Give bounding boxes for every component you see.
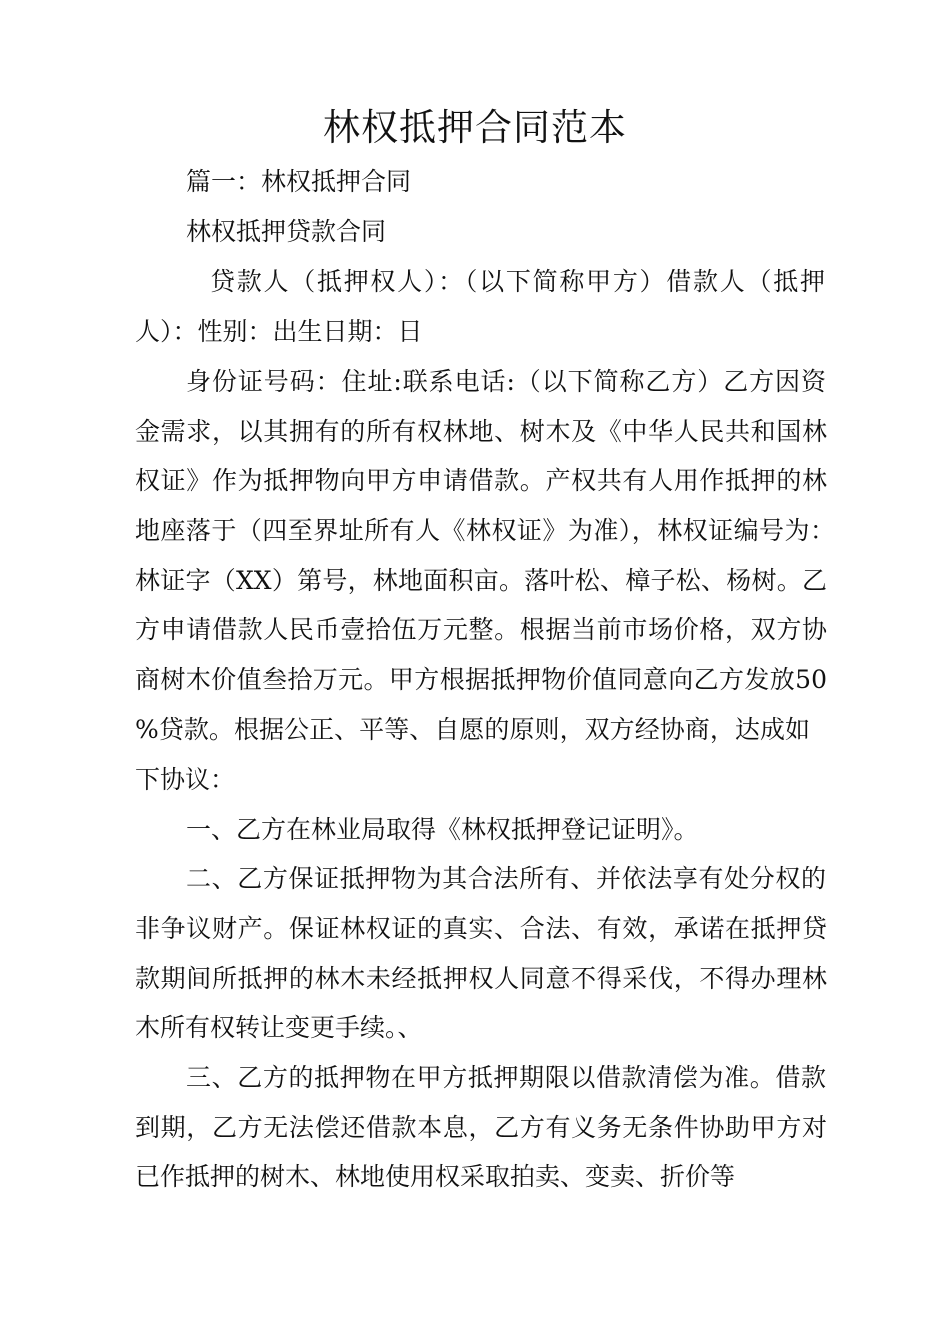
clause-3-line: 到期，乙方无法偿还借款本息，乙方有义务无条件协助甲方对: [135, 1113, 827, 1142]
paragraph-line: 林证字（XX）第号，林地面积亩。落叶松、樟子松、杨树。乙: [135, 566, 827, 595]
paragraph-line: 地座落于（四至界址所有人《林权证》为准），林权证编号为：: [135, 516, 835, 545]
paragraph-line: 方申请借款人民币壹拾伍万元整。根据当前市场价格，双方协: [135, 615, 827, 644]
clause-2-line: 款期间所抵押的林木未经抵押权人同意不得采伐，不得办理林: [135, 964, 827, 993]
paragraph-line: 商树木价值叁拾万元。甲方根据抵押物价值同意向乙方发放50: [135, 665, 827, 694]
clause-3-line: 已作抵押的树木、林地使用权采取拍卖、变卖、折价等: [135, 1162, 736, 1191]
section-heading: 篇一：林权抵押合同: [186, 167, 412, 196]
paragraph-line: 权证》作为抵押物向甲方申请借款。产权共有人用作抵押的林: [135, 466, 827, 495]
paragraph-line: 贷款人（抵押权人）：（以下简称甲方）借款人（抵押: [210, 267, 825, 296]
paragraph-line: 金需求，以其拥有的所有权林地、树木及《中华人民共和国林: [135, 417, 827, 446]
clause-2-line: 非争议财产。保证林权证的真实、合法、有效，承诺在抵押贷: [135, 914, 827, 943]
clause-2-line: 木所有权转让变更手续。、: [135, 1013, 423, 1042]
document-title: 林权抵押合同范本: [323, 106, 627, 149]
contract-name: 林权抵押贷款合同: [186, 217, 387, 246]
paragraph-line: 人）：性别：出生日期：日: [135, 317, 423, 346]
paragraph-line: %贷款。根据公正、平等、自愿的原则，双方经协商，达成如: [135, 715, 810, 744]
clause-1: 一、乙方在林业局取得《林权抵押登记证明》。: [186, 815, 699, 844]
paragraph-line: 身份证号码：住址:联系电话:（以下简称乙方）乙方因资: [186, 367, 826, 396]
clause-3-line: 三、乙方的抵押物在甲方抵押期限以借款清偿为准。借款: [186, 1063, 826, 1092]
clause-2-line: 二、乙方保证抵押物为其合法所有、并依法享有处分权的: [186, 864, 826, 893]
paragraph-line: 下协议：: [135, 765, 236, 794]
